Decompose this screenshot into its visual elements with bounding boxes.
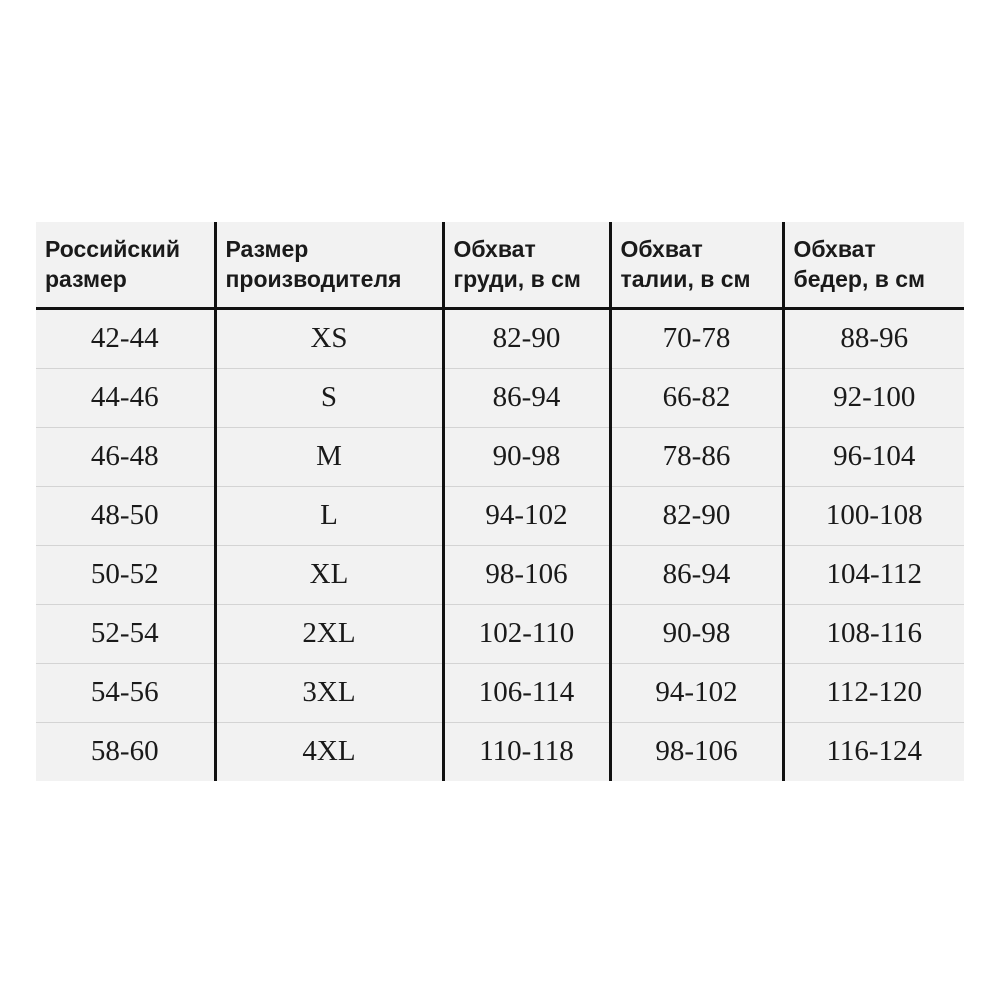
- cell-manufacturer-size: L: [215, 486, 443, 545]
- cell-waist: 94-102: [610, 663, 783, 722]
- cell-chest: 86-94: [443, 368, 610, 427]
- column-header-waist: Обхват талии, в см: [610, 222, 783, 308]
- table-row: [36, 308, 964, 368]
- cell-waist: 78-86: [610, 427, 783, 486]
- table-header-row: [36, 222, 964, 308]
- cell-russian-size: 44-46: [36, 368, 215, 427]
- cell-chest: 98-106: [443, 545, 610, 604]
- table-row: [36, 604, 964, 663]
- cell-chest: 94-102: [443, 486, 610, 545]
- column-header-chest: Обхват груди, в см: [443, 222, 610, 308]
- cell-russian-size: 48-50: [36, 486, 215, 545]
- table-header: [36, 222, 964, 308]
- size-chart-container: [36, 222, 964, 781]
- cell-manufacturer-size: S: [215, 368, 443, 427]
- cell-manufacturer-size: XL: [215, 545, 443, 604]
- cell-manufacturer-size: 2XL: [215, 604, 443, 663]
- cell-russian-size: 42-44: [36, 308, 215, 368]
- cell-hips: 100-108: [783, 486, 964, 545]
- cell-russian-size: 46-48: [36, 427, 215, 486]
- cell-chest: 106-114: [443, 663, 610, 722]
- cell-waist: 98-106: [610, 722, 783, 781]
- cell-waist: 70-78: [610, 308, 783, 368]
- cell-waist: 82-90: [610, 486, 783, 545]
- cell-waist: 66-82: [610, 368, 783, 427]
- cell-chest: 110-118: [443, 722, 610, 781]
- table-row: [36, 368, 964, 427]
- table-row: [36, 663, 964, 722]
- cell-hips: 104-112: [783, 545, 964, 604]
- table-body: [36, 308, 964, 781]
- cell-manufacturer-size: M: [215, 427, 443, 486]
- cell-manufacturer-size: 3XL: [215, 663, 443, 722]
- cell-chest: 82-90: [443, 308, 610, 368]
- cell-russian-size: 50-52: [36, 545, 215, 604]
- cell-chest: 102-110: [443, 604, 610, 663]
- cell-hips: 92-100: [783, 368, 964, 427]
- table-row: [36, 545, 964, 604]
- cell-chest: 90-98: [443, 427, 610, 486]
- cell-hips: 96-104: [783, 427, 964, 486]
- table-row: [36, 722, 964, 781]
- cell-russian-size: 54-56: [36, 663, 215, 722]
- cell-hips: 112-120: [783, 663, 964, 722]
- cell-waist: 86-94: [610, 545, 783, 604]
- cell-waist: 90-98: [610, 604, 783, 663]
- table-row: [36, 427, 964, 486]
- cell-manufacturer-size: 4XL: [215, 722, 443, 781]
- cell-hips: 108-116: [783, 604, 964, 663]
- cell-russian-size: 58-60: [36, 722, 215, 781]
- column-header-russian-size: Российский размер: [36, 222, 215, 308]
- column-header-manufacturer-size: Размер производителя: [215, 222, 443, 308]
- cell-hips: 88-96: [783, 308, 964, 368]
- column-header-hips: Обхват бедер, в см: [783, 222, 964, 308]
- table-row: [36, 486, 964, 545]
- cell-hips: 116-124: [783, 722, 964, 781]
- size-chart-table: [36, 222, 964, 781]
- cell-manufacturer-size: XS: [215, 308, 443, 368]
- cell-russian-size: 52-54: [36, 604, 215, 663]
